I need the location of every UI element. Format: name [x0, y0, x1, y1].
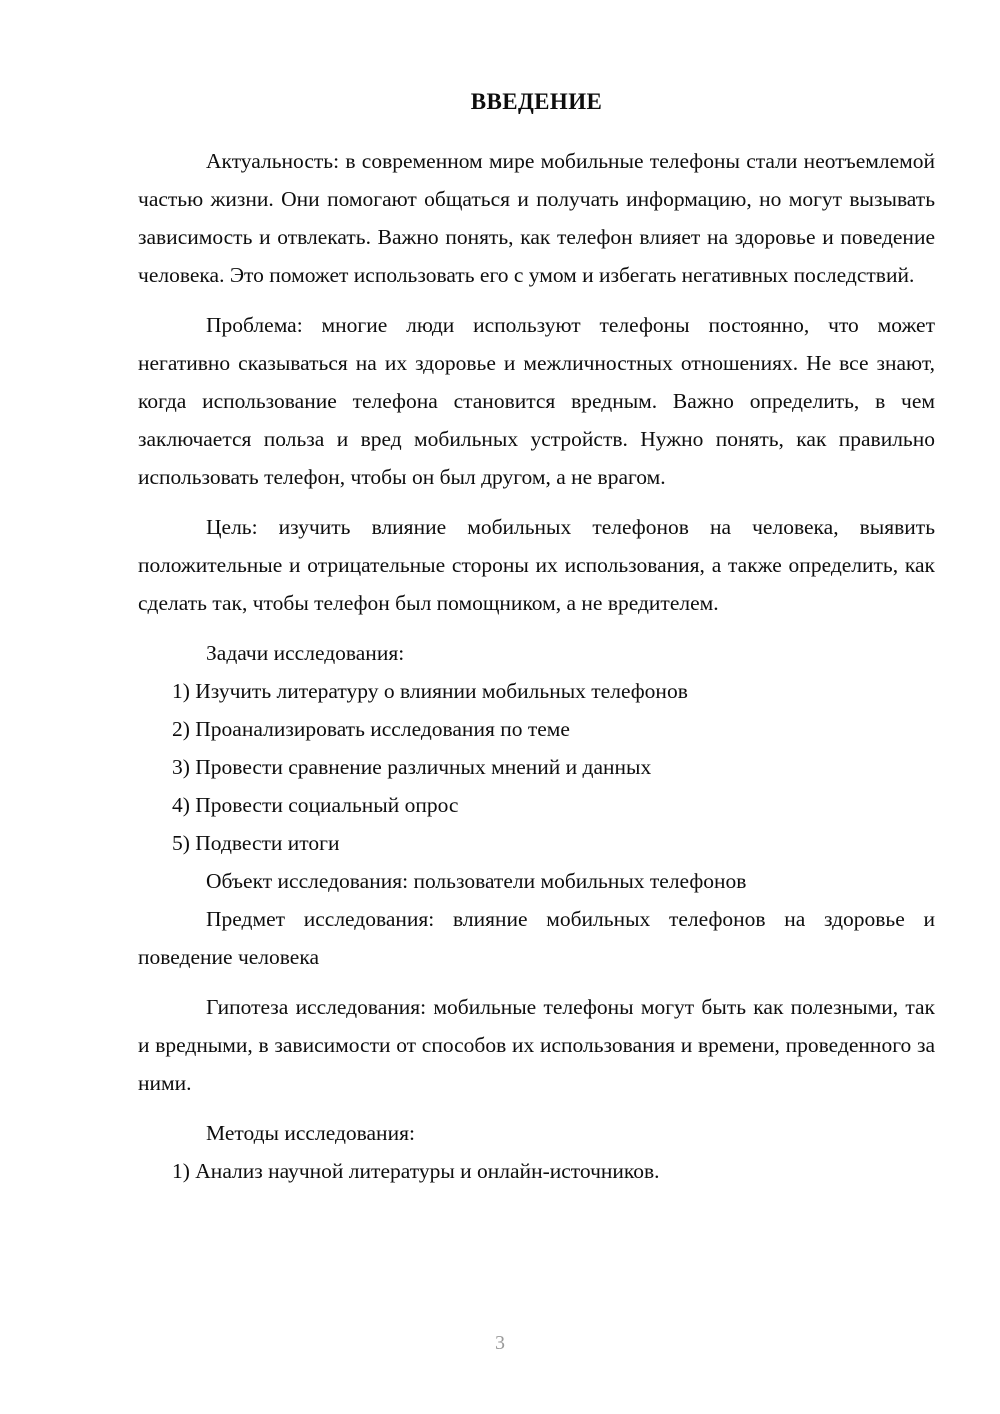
- tasks-heading: Задачи исследования:: [206, 640, 405, 665]
- paragraph-relevance: Актуальность: в современном мире мобильные телефоны стали неотъемлемой частью жизни. Они помогают общаться и получать информацию, но могут вызывать зависимость и отвлекать. Важно понять, как телефон влияет на здоровье и поведение человека. Это поможет использовать его с умом и избегать негативных последствий.: [138, 148, 935, 287]
- list-item: 4) Провести социальный опрос: [172, 792, 459, 817]
- page-number: 3: [495, 1332, 505, 1354]
- page-title: ВВЕДЕНИЕ: [470, 89, 603, 114]
- list-item: 3) Провести сравнение различных мнений и данных: [172, 754, 652, 779]
- paragraph-hypothesis: Гипотеза исследования: мобильные телефоны могут быть как полезными, так и вредными, в зависимости от способов их использования и времени, проведенного за ними.: [138, 994, 935, 1095]
- methods-list: [138, 1152, 935, 1190]
- page-content: [138, 88, 935, 1190]
- paragraph-object: Объект исследования: пользователи мобильных телефонов: [206, 868, 747, 893]
- paragraph-problem: Проблема: многие люди используют телефоны постоянно, что может негативно сказываться на их здоровье и межличностных отношениях. Не все знают, когда использование телефона становится вредным. Важно определить, в чем заключается польза и вред мобильных устройств. Нужно понять, как правильно использовать телефон, чтобы он был другом, а не врагом.: [138, 312, 935, 489]
- list-item: 1) Анализ научной литературы и онлайн-источников.: [172, 1158, 660, 1183]
- paragraph-subject: Предмет исследования: влияние мобильных телефонов на здоровье и поведение человека: [138, 906, 935, 969]
- list-item: 1) Изучить литературу о влиянии мобильных телефонов: [172, 678, 688, 703]
- tasks-list: [138, 672, 935, 862]
- list-item: 2) Проанализировать исследования по теме: [172, 716, 570, 741]
- list-item: 5) Подвести итоги: [172, 830, 340, 855]
- methods-heading: Методы исследования:: [206, 1120, 415, 1145]
- paragraph-goal: Цель: изучить влияние мобильных телефонов на человека, выявить положительные и отрицательные стороны их использования, а также определить, как сделать так, чтобы телефон был помощником, а не вредителем.: [138, 514, 935, 615]
